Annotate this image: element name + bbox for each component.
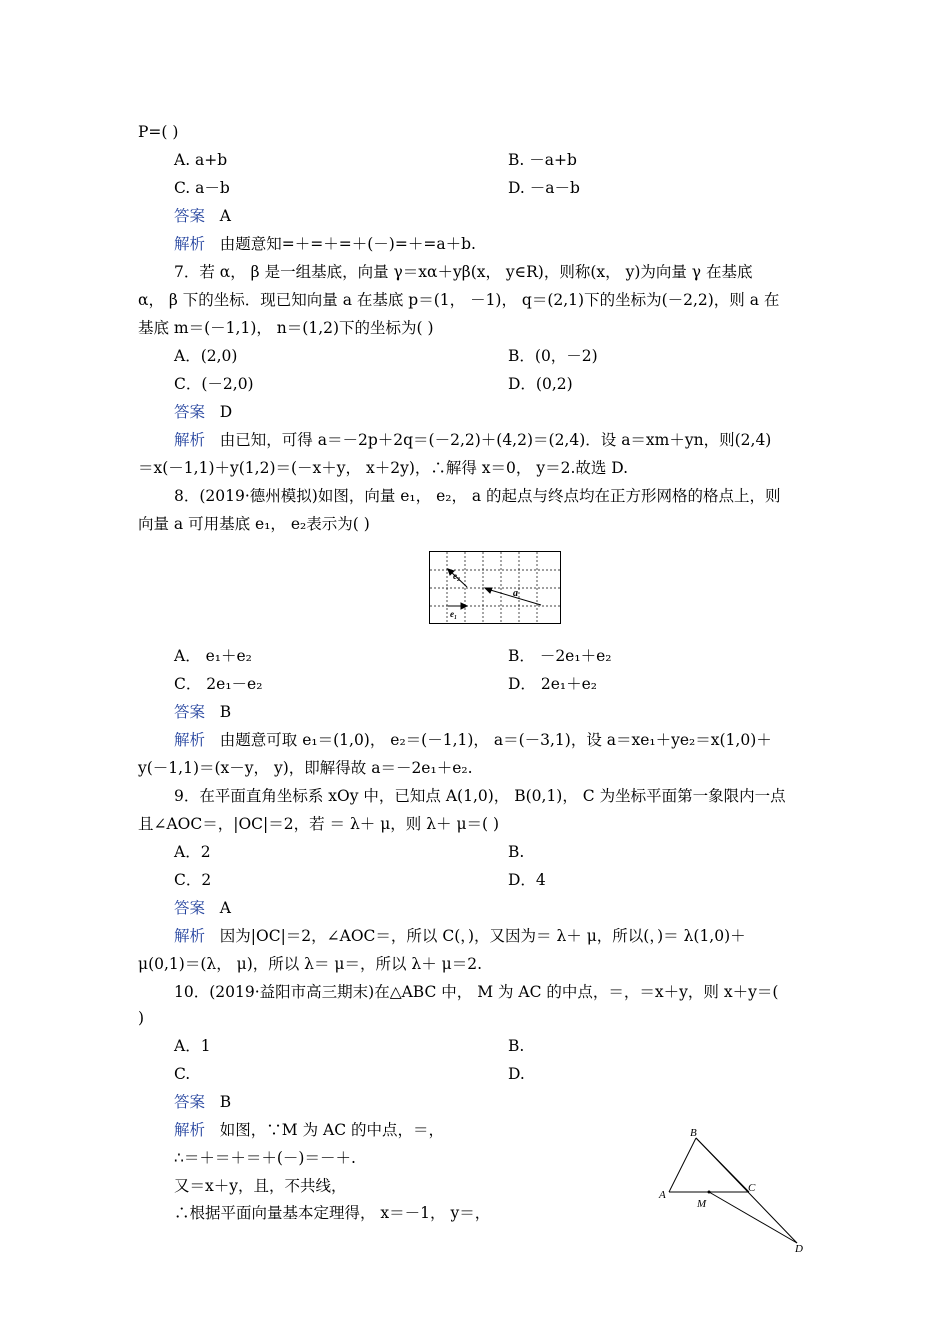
q9-solution-row — [174, 926, 746, 946]
q10-stem-line2: ) — [138, 1009, 145, 1027]
solution-text: 由已知，可得 a＝－2p＋2q＝(－2,2)＋(4,2)＝(2,4)．设 a＝xm＋yn，则(2,4) — [219, 431, 772, 449]
q8-stem-line1: 8．(2019·德州模拟)如图，向量 e₁， e₂， a 的起点与终点均在正方形网格的格点上，则 — [174, 487, 781, 505]
q6-option-a: A. a+b — [174, 151, 228, 169]
point-M — [708, 1191, 711, 1194]
q8-stem-line2: 向量 a 可用基底 e₁， e₂表示为( ) — [138, 515, 370, 533]
q9-solution-line2: μ(0,1)＝(λ， μ)，所以 λ＝ μ＝，所以 λ＋ μ＝2. — [138, 955, 483, 973]
solution-text: 如图，∵M 为 AC 的中点，＝， — [219, 1121, 445, 1139]
q6-option-c: C. a－b — [174, 179, 230, 197]
q7-solution-line2: ＝x(－1,1)＋y(1,2)＝(－x＋y， x＋2y)，∴解得 x＝0， y＝2.故选 D. — [138, 459, 629, 477]
q7-stem-line2: α， β 下的坐标．现已知向量 a 在基底 p＝(1， －1)， q＝(2,1)下的坐标为(－2,2)，则 a 在 — [138, 291, 780, 309]
segment-BD — [696, 1138, 797, 1243]
q10-solution-line2: ∴＝＋＝＋＝＋(－)＝－＋. — [174, 1149, 356, 1167]
solution-text: 由题意知=＋=＋=＋(－)=＋=a＋b. — [219, 235, 476, 253]
q7-option-d: D．(0,2) — [508, 375, 573, 393]
q8-option-b: B． －2e₁＋e₂ — [508, 647, 612, 665]
answer-value: A — [219, 899, 231, 917]
q6-stem-tail: P=( ) — [138, 123, 179, 141]
label-C: C — [748, 1182, 756, 1194]
q9-option-b: B. — [508, 843, 525, 861]
label-e1: e₁ — [450, 609, 458, 619]
answer-label: 答案 — [174, 1093, 206, 1111]
q7-option-c: C．(－2,0) — [174, 375, 254, 393]
answer-label: 答案 — [174, 403, 206, 421]
answer-value: A — [219, 207, 231, 225]
solution-label: 解析 — [174, 235, 206, 253]
q9-stem-line2: 且∠AOC＝，|OC|＝2，若 ＝ λ＋ μ，则 λ＋ μ＝( ) — [138, 815, 500, 833]
q8-answer-row — [174, 702, 231, 722]
q10-option-b: B. — [508, 1037, 525, 1055]
q6-solution-row — [174, 234, 476, 254]
q7-answer-row — [174, 402, 232, 422]
label-M: M — [697, 1198, 707, 1210]
solution-label: 解析 — [174, 927, 206, 945]
q10-option-c: C. — [174, 1065, 191, 1083]
q8-solution-row — [174, 730, 772, 750]
label-a: a — [513, 588, 518, 599]
answer-value: B — [219, 703, 232, 721]
q8-option-d: D． 2e₁＋e₂ — [508, 675, 597, 693]
q8-grid-figure — [429, 551, 561, 625]
q7-option-a: A．(2,0) — [174, 347, 238, 365]
solution-label: 解析 — [174, 1121, 206, 1139]
q7-stem-line3: 基底 m＝(－1,1)， n＝(1,2)下的坐标为( ) — [138, 319, 434, 337]
q8-solution-line2: y(－1,1)＝(x－y， y)，即解得故 a＝－2e₁＋e₂. — [138, 759, 473, 777]
q9-stem-line1: 9．在平面直角坐标系 xOy 中，已知点 A(1,0)， B(0,1)， C 为坐标平面第一象限内一点 — [174, 787, 786, 805]
solution-text: 因为|OC|＝2，∠AOC＝，所以 C(，)，又因为＝ λ＋ μ，所以(，)＝ λ(1,0)＋ — [219, 927, 746, 945]
segment-AB — [669, 1138, 696, 1192]
answer-label: 答案 — [174, 899, 206, 917]
q10-stem-line1: 10．(2019·益阳市高三期末)在△ABC 中， M 为 AC 的中点，＝，＝x＋y，则 x＋y＝( — [174, 983, 779, 1001]
q8-option-c: C． 2e₁－e₂ — [174, 675, 263, 693]
answer-label: 答案 — [174, 703, 206, 721]
q10-solution-line4: ∴根据平面向量基本定理得， x＝－1， y＝， — [174, 1204, 491, 1222]
label-D: D — [795, 1243, 803, 1255]
solution-label: 解析 — [174, 731, 206, 749]
q9-option-d: D．4 — [508, 871, 546, 889]
label-B: B — [690, 1127, 697, 1139]
q10-option-d: D. — [508, 1065, 525, 1083]
q6-option-b: B. －a+b — [508, 151, 577, 169]
q9-option-a: A．2 — [174, 843, 211, 861]
q6-answer-row — [174, 206, 231, 226]
solution-text: 由题意可取 e₁＝(1,0)， e₂＝(－1,1)， a＝(－3,1)，设 a＝xe₁＋ye₂＝x(1,0)＋ — [219, 731, 772, 749]
q7-stem-line1: 7．若 α， β 是一组基底，向量 γ＝xα＋yβ(x， y∈R)，则称(x， y)为向量 γ 在基底 — [174, 263, 753, 281]
q10-solution-row — [174, 1120, 444, 1140]
q7-solution-row — [174, 430, 771, 450]
q6-option-d: D. －a－b — [508, 179, 580, 197]
q10-answer-row — [174, 1092, 231, 1112]
q9-option-c: C．2 — [174, 871, 212, 889]
solution-label: 解析 — [174, 431, 206, 449]
q10-solution-line3: 又＝x＋y，且，不共线， — [174, 1177, 347, 1195]
segment-MD — [709, 1192, 797, 1243]
q7-option-b: B．(0，－2) — [508, 347, 598, 365]
answer-label: 答案 — [174, 207, 206, 225]
label-A: A — [659, 1189, 666, 1201]
q9-answer-row — [174, 898, 231, 918]
q8-option-a: A． e₁＋e₂ — [174, 647, 252, 665]
answer-value: D — [219, 403, 233, 421]
q10-option-a: A．1 — [174, 1037, 211, 1055]
answer-value: B — [219, 1093, 232, 1111]
q10-triangle-figure — [655, 1122, 815, 1256]
label-e2: e₂ — [453, 571, 461, 581]
